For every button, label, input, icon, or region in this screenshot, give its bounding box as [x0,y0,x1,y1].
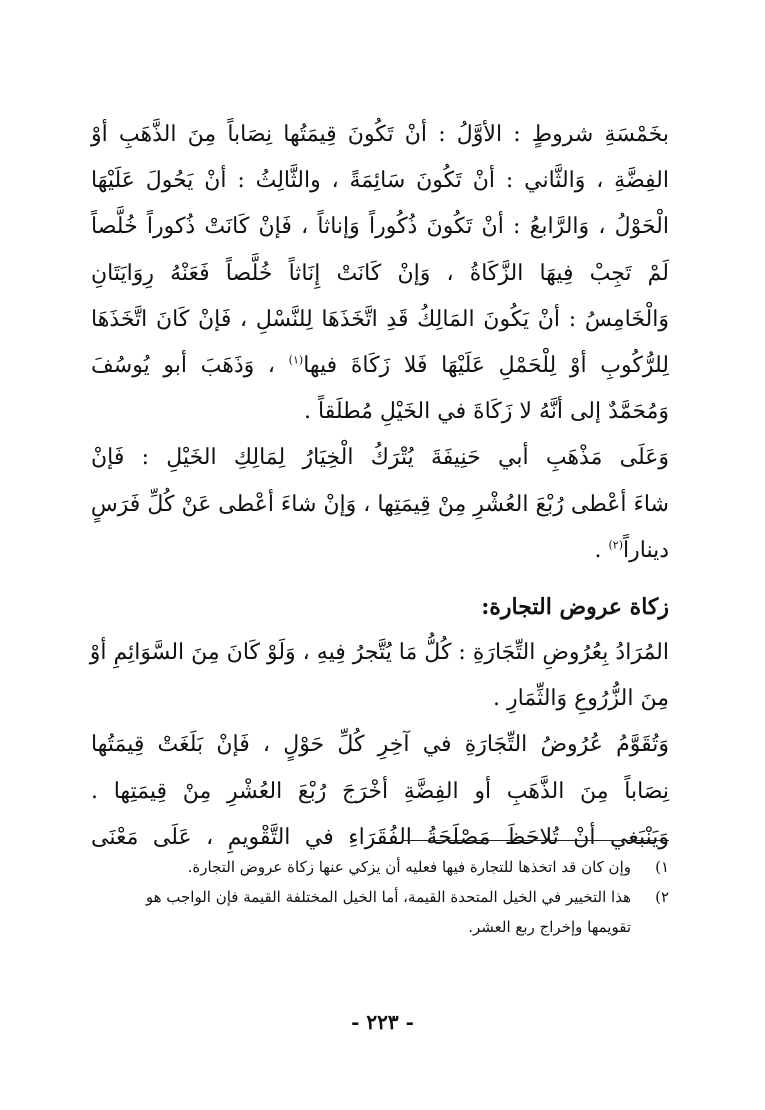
text-line: مِنَ الزُّرُوعِ وَالثِّمَارِ . [493,686,669,712]
footnote-2-continuation [91,912,669,942]
text-line [91,528,669,574]
text-line: الفِضَّةِ ، وَالثَّاني : أنْ تَكُونَ سَائِمَةً ، والثَّالِثُ : أنْ يَحُولَ عَلَيْهَا [91,168,669,194]
footnote-reference-2: (٢) [608,538,623,552]
text-line: وَتُقَوَّمُ عُرُوضُ التِّجَارَةِ في آخِرِ كُلِّ حَوْلٍ ، فَإنْ بَلَغَتْ قِيمَتُها [91,732,669,758]
footnote-reference-1: (١) [288,353,304,367]
text-line: بخَمْسَةِ شروطٍ : الأوَّلُ : أنْ تَكُونَ قِيمَتُها نِصَاباً مِنَ الذَّهَبِ أوْ [91,122,669,147]
footnote-number: ٢) [655,888,669,906]
footnote-2 [91,882,669,912]
footnote-text: تقويمها وإخراج ربع العشر. [468,918,631,936]
main-text [91,112,669,861]
text-line: وَمُحَمَّدٌ إلى أنَّهُ لا زَكَاةَ في الخَيْلِ مُطلَقاً . [304,399,669,425]
text-segment: لِلرُّكُوبِ أوْ لِلْحَمْلِ عَلَيْهَا فَلا زَكَاةَ فيها [303,352,669,378]
page-number: - ٢٢٣ - [351,1010,414,1034]
text-segment: ، وَذَهَبَ أبو يُوسُفَ [91,352,275,378]
footnote-divider [403,840,669,841]
footnote-text: هذا التخيير في الخيل المتحدة القيمة، أما الخيل المختلفة القيمة فإن الواجب هو [145,888,631,906]
text-line: شاءَ أعْطى رُبْعَ العُشْرِ مِنْ قِيمَتِها ، وَإنْ شاءَ أعْطى عَنْ كُلِّ فَرَسٍ [90,491,669,517]
text-line: وَعَلَى مَذْهَبِ أبي حَنِيفَةَ يُتْرَكُ الْخِيَارُ لِمَالِكِ الخَيْلِ : فَإنْ [91,445,669,471]
text-line: نِصَاباً مِنَ الذَّهَبِ أو الفِضَّةِ أخْرَجَ رُبْعَ العُشْرِ مِنْ قِيمَتِها . [91,778,669,804]
text-line: وَالْخَامِسُ : أنْ يَكُونَ المَالِكُ قَدِ اتَّخَذَهَا لِلنَّسْلِ ، فَإنْ كَانَ اتَّخَذَهَا [91,306,669,332]
text-line: وَيَنْبَغي أنْ تُلاحَظَ مَصْلَحَةُ الفُقَرَاءِ في التَّقْويمِ ، عَلَى مَعْنَى [91,824,669,850]
text-segment: . [594,537,602,563]
text-line [91,343,669,389]
section-heading: زكاة عروض التجارة: [481,593,669,620]
text-line: لَمْ تَجِبْ فِيهَا الزَّكَاةُ ، وَإنْ كَانَتْ إِنَاثاً خُلَّصاً فَعَنْهُ رِوَايَتَانِ [91,260,669,286]
footnote-text: وإن كان قد اتخذها للتجارة فيها فعليه أن يزكي عنها زكاة عروض التجارة. [187,858,631,876]
text-line: المُرَادُ بِعُرُوضِ التِّجَارَةِ : كُلُّ مَا يُتَّجرُ فِيهِ ، وَلَوْ كَانَ مِنَ السَّوَائِمِ أوْ [89,640,669,666]
footnote-1 [91,852,669,882]
footnotes [91,852,669,942]
footnote-number: ١) [655,858,669,876]
text-segment: ديناراً [623,537,669,563]
text-line: الْحَوْلُ ، وَالرَّابعُ : أنْ تَكُونَ ذُكُوراً وَإناثاً ، فَإنْ كَانَتْ ذُكوراً خُلَّصاً [91,214,669,240]
